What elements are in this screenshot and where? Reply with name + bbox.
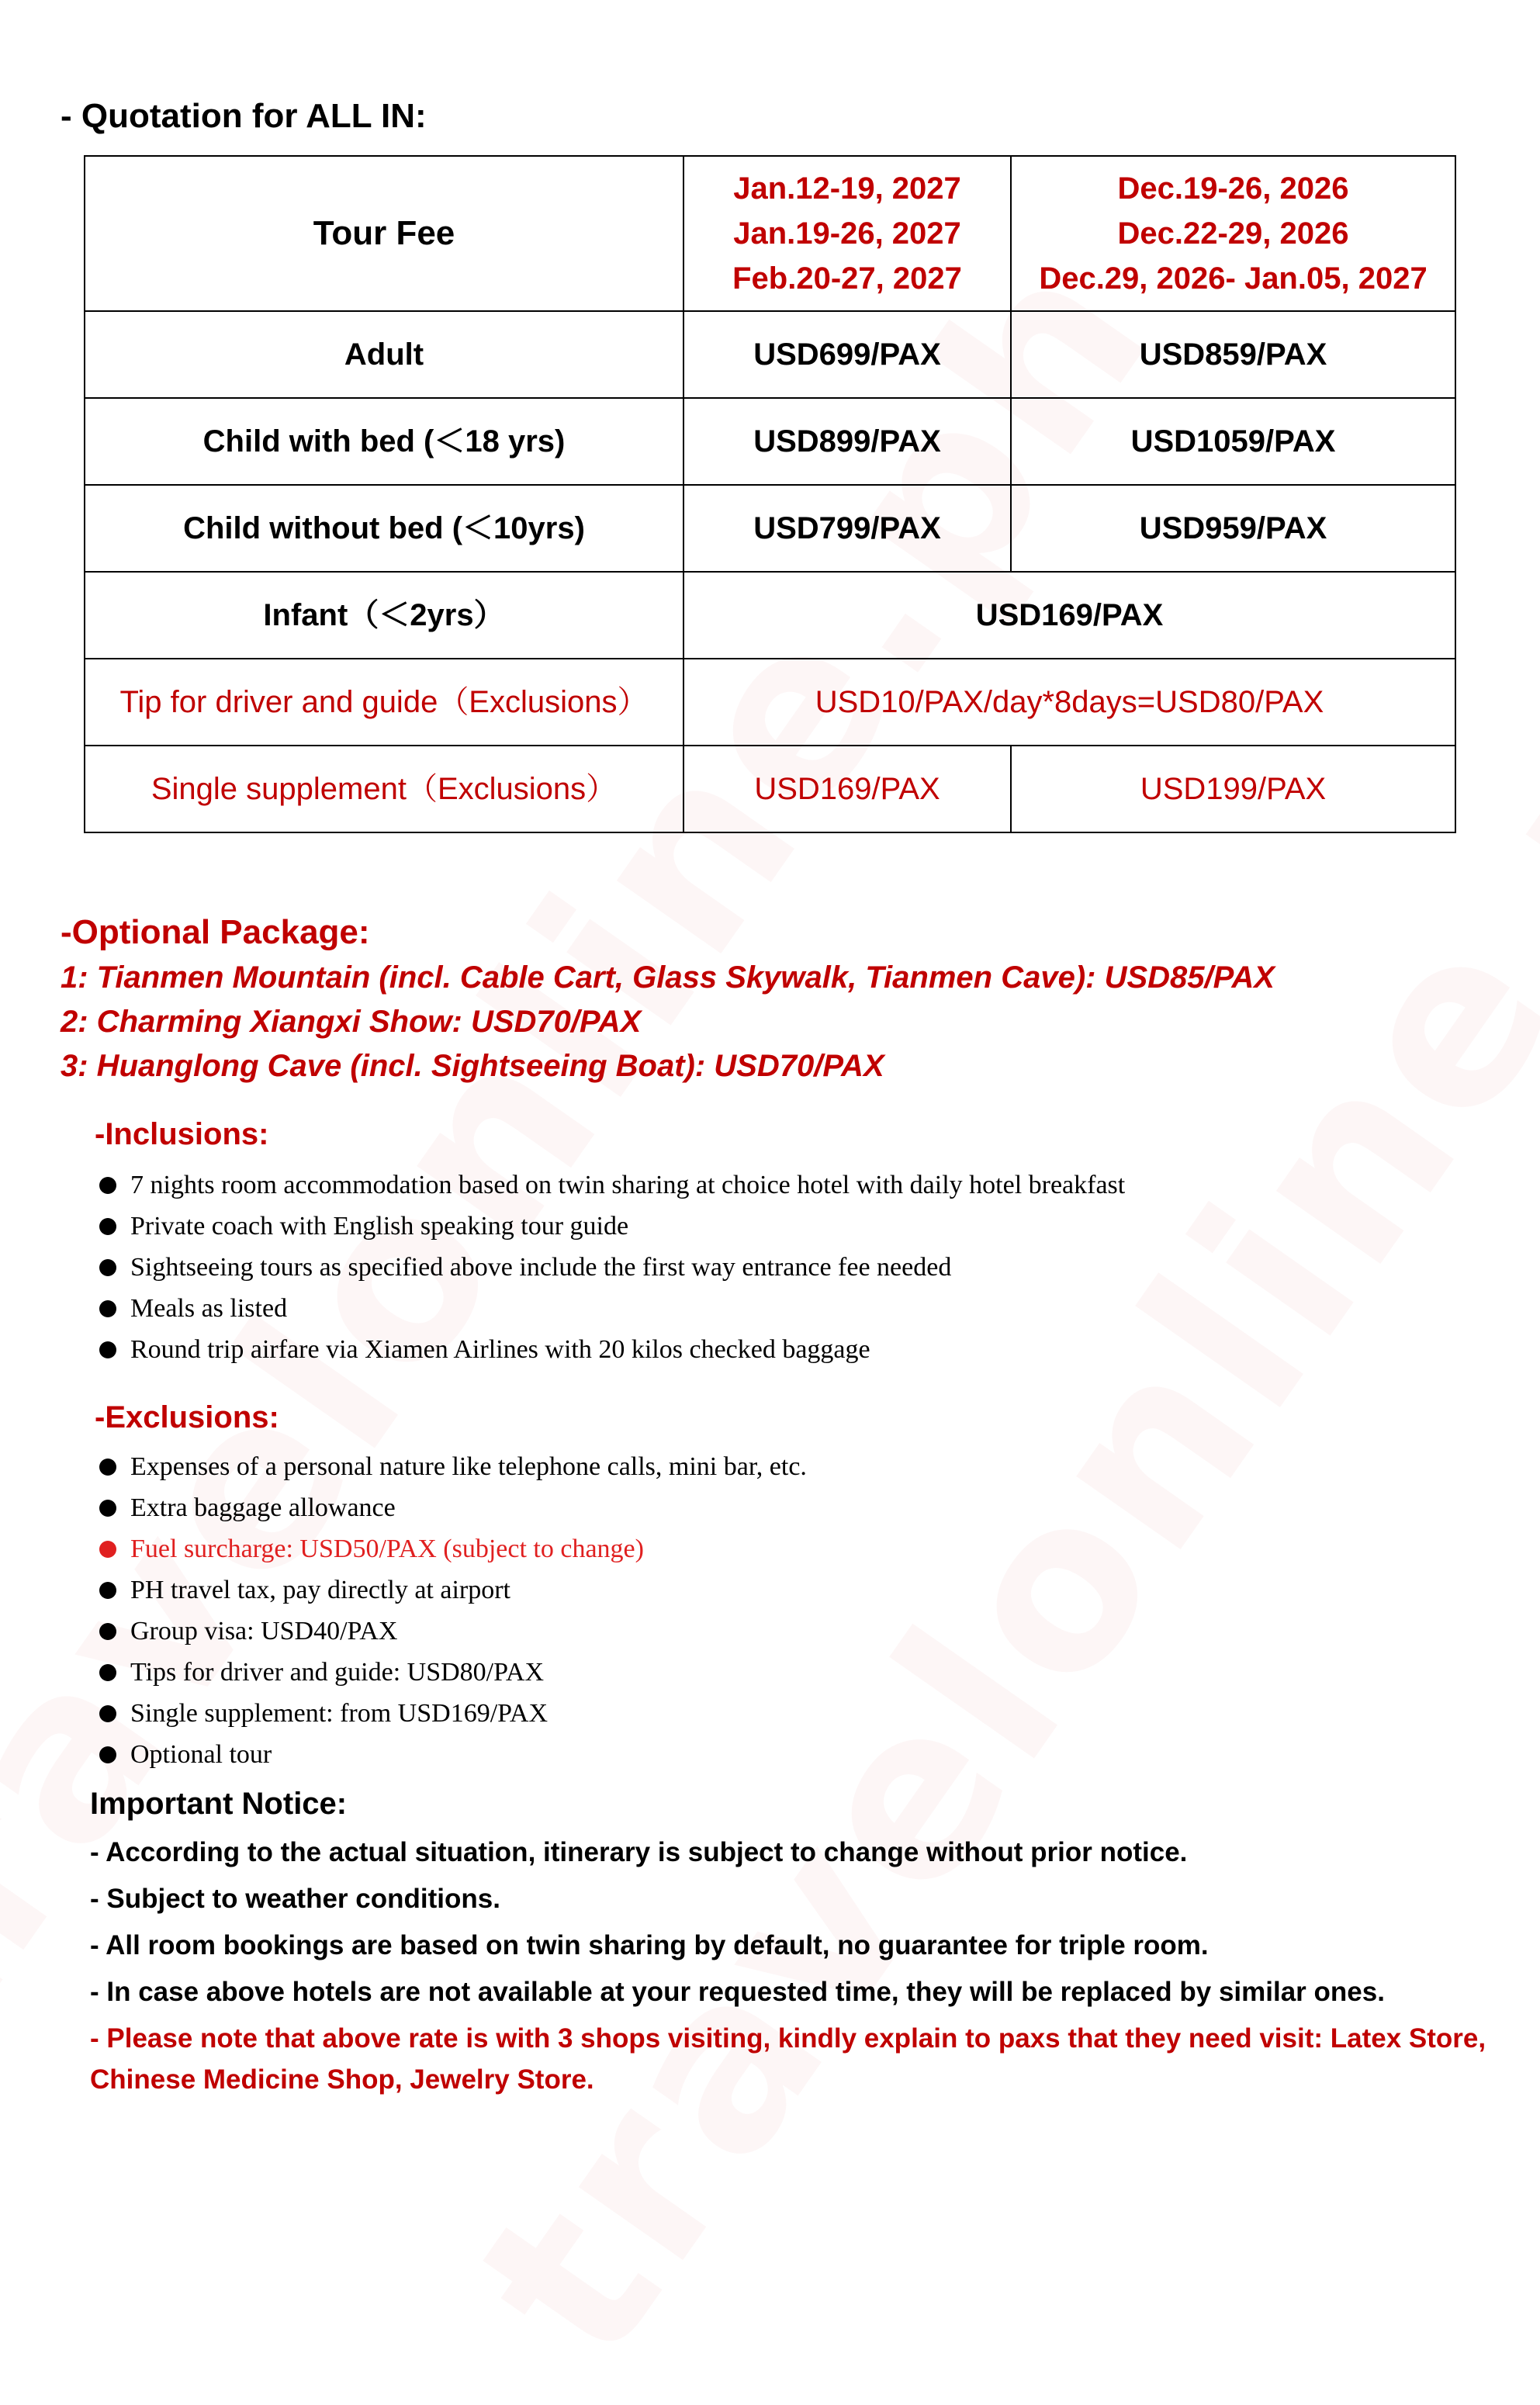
list-item [95,1446,807,1487]
table-row [85,659,1455,746]
exclusions-title: -Exclusions: [95,1400,279,1434]
list-item-text: Extra baggage allowance [130,1493,396,1522]
tour-fee-header: Tour Fee [85,156,683,311]
row-label: Child with bed (＜18 yrs) [85,398,683,485]
row-label: Single supplement（Exclusions） [85,746,683,832]
bullet-icon [99,1259,116,1276]
period-date: Dec.22-29, 2026 [1117,216,1349,251]
table-header-row [85,156,1455,311]
price-cell: USD169/PAX [683,572,1455,659]
list-item-text: Group visa: USD40/PAX [130,1617,398,1645]
quotation-title: - Quotation for ALL IN: [61,97,427,135]
period-date: Feb.20-27, 2027 [732,261,962,296]
row-label: Infant（＜2yrs） [85,572,683,659]
bullet-icon [99,1300,116,1317]
bullet-icon [99,1541,116,1558]
optional-item: 2: Charming Xiangxi Show: USD70/PAX [61,1005,642,1039]
list-item [95,1652,807,1693]
list-item [95,1329,1125,1370]
list-item [95,1528,807,1569]
notice-title: Important Notice: [90,1787,348,1821]
list-item-text: Round trip airfare via Xiamen Airlines with 20 kilos checked baggage [130,1335,870,1364]
exclusions-list [95,1446,807,1775]
period-date: Dec.29, 2026- Jan.05, 2027 [1039,261,1428,296]
important-notice [90,1780,1502,2100]
row-label: Adult [85,311,683,398]
notice-item: - Subject to weather conditions. [90,1884,500,1914]
notice-item: - In case above hotels are not available at your requested time, they will be replaced by similar ones. [90,1977,1385,2007]
price-cell: USD959/PAX [1011,485,1455,572]
bullet-icon [99,1746,116,1763]
period-date: Jan.19-26, 2027 [733,216,961,251]
list-item [95,1247,1125,1288]
period-date: Jan.12-19, 2027 [733,171,961,206]
list-item-text: PH travel tax, pay directly at airport [130,1576,510,1604]
price-cell: USD1059/PAX [1011,398,1455,485]
price-cell: USD799/PAX [683,485,1011,572]
bullet-icon [99,1218,116,1235]
list-item-text: Meals as listed [130,1294,288,1323]
optional-package [61,909,1275,1088]
table-row [85,398,1455,485]
period-date: Dec.19-26, 2026 [1117,171,1349,206]
price-cell: USD899/PAX [683,398,1011,485]
list-item [95,1206,1125,1247]
price-table [84,155,1456,833]
price-cell: USD859/PAX [1011,311,1455,398]
bullet-icon [99,1341,116,1358]
list-item [95,1569,807,1611]
list-item-text: Expenses of a personal nature like telephone calls, mini bar, etc. [130,1452,807,1481]
optional-item: 1: Tianmen Mountain (incl. Cable Cart, Glass Skywalk, Tianmen Cave): USD85/PAX [61,960,1275,995]
list-item-text: Optional tour [130,1740,272,1769]
bullet-icon [99,1459,116,1476]
bullet-icon [99,1623,116,1640]
row-label: Child without bed (＜10yrs) [85,485,683,572]
price-cell: USD10/PAX/day*8days=USD80/PAX [683,659,1455,746]
notice-item: - All room bookings are based on twin sharing by default, no guarantee for triple room. [90,1930,1209,1960]
price-cell: USD199/PAX [1011,746,1455,832]
row-label: Tip for driver and guide（Exclusions） [85,659,683,746]
table-row [85,485,1455,572]
list-item-text: Tips for driver and guide: USD80/PAX [130,1658,545,1687]
list-item [95,1487,807,1528]
optional-item: 3: Huanglong Cave (incl. Sightseeing Boat): USD70/PAX [61,1049,884,1083]
inclusions-title: -Inclusions: [95,1117,269,1151]
table-row [85,311,1455,398]
notice-item: - According to the actual situation, itinerary is subject to change without prior notice. [90,1837,1188,1867]
list-item-text: Sightseeing tours as specified above include the first way entrance fee needed [130,1253,952,1282]
price-cell: USD169/PAX [683,746,1011,832]
bullet-icon [99,1705,116,1722]
list-item-text: Single supplement: from USD169/PAX [130,1699,549,1728]
notice-item-shops: - Please note that above rate is with 3 shops visiting, kindly explain to paxs that they need visit: Latex Store, Chinese Medicine Shop, Jewelry Store. [90,2023,1486,2095]
list-item [95,1164,1125,1206]
optional-package-title: -Optional Package: [61,913,370,951]
table-row [85,746,1455,832]
table-row [85,572,1455,659]
list-item [95,1288,1125,1329]
list-item-text: Private coach with English speaking tour guide [130,1212,629,1241]
bullet-icon [99,1664,116,1681]
list-item [95,1611,807,1652]
list-item [95,1693,807,1734]
bullet-icon [99,1582,116,1599]
list-item-text: Fuel surcharge: USD50/PAX (subject to change) [130,1535,644,1563]
list-item [95,1734,807,1775]
bullet-icon [99,1177,116,1194]
bullet-icon [99,1500,116,1517]
period-b-header [1011,156,1455,311]
price-cell: USD699/PAX [683,311,1011,398]
period-a-header [683,156,1011,311]
inclusions-list [95,1164,1125,1370]
list-item-text: 7 nights room accommodation based on twin sharing at choice hotel with daily hotel breakfast [130,1171,1126,1199]
